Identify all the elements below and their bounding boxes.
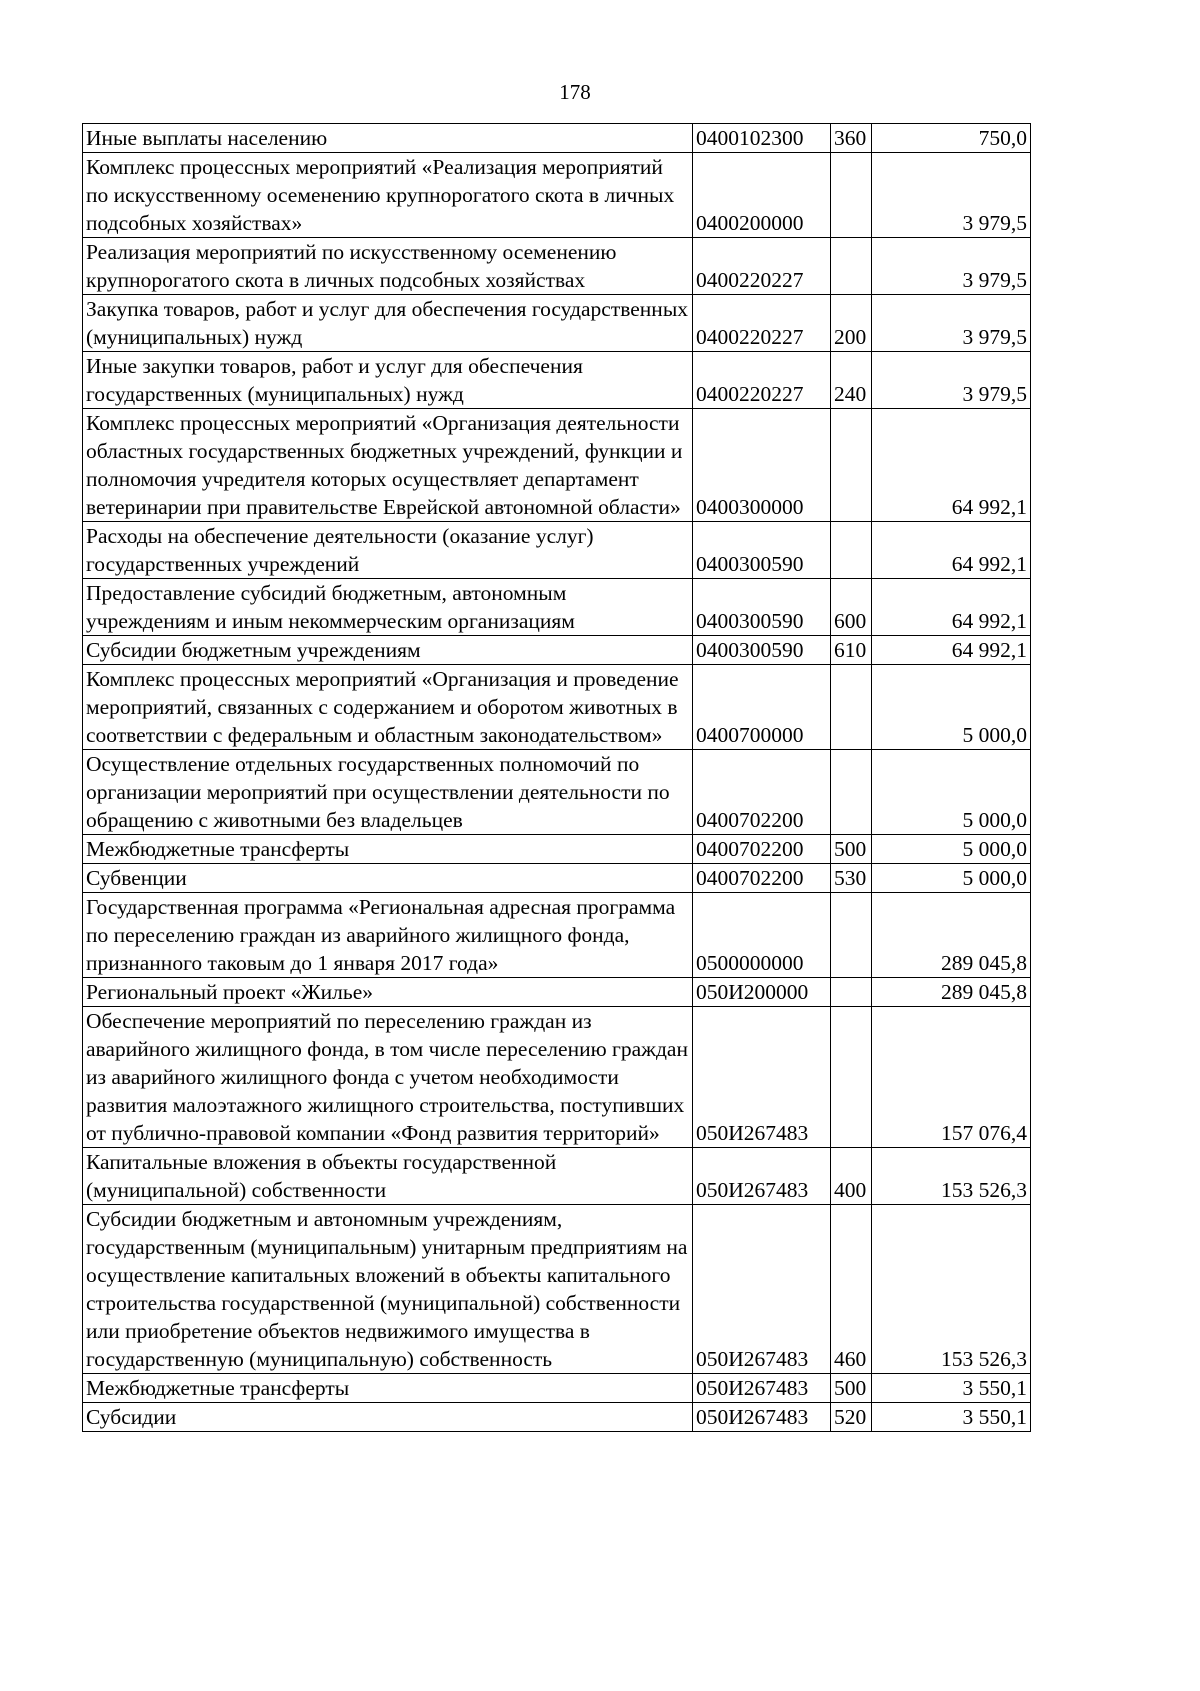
row-target-code: 0400702200 xyxy=(693,864,831,893)
row-amount: 5 000,0 xyxy=(872,864,1031,893)
row-amount: 289 045,8 xyxy=(872,978,1031,1007)
row-description: Комплекс процессных мероприятий «Организация деятельности областных государственных бюджетных учреждений, функции и полномочия учредителя которых осуществляет департамент ветеринарии при правительстве Еврейской автономной области» xyxy=(83,409,693,522)
row-amount: 289 045,8 xyxy=(872,893,1031,978)
row-amount: 3 979,5 xyxy=(872,153,1031,238)
table-row xyxy=(83,665,1031,750)
budget-table-body xyxy=(83,124,1031,1432)
row-description: Субвенции xyxy=(83,864,693,893)
row-amount: 153 526,3 xyxy=(872,1205,1031,1374)
row-expense-type: 500 xyxy=(831,835,872,864)
row-amount: 153 526,3 xyxy=(872,1148,1031,1205)
row-description: Закупка товаров, работ и услуг для обеспечения государственных (муниципальных) нужд xyxy=(83,295,693,352)
row-target-code: 050И267483 xyxy=(693,1403,831,1432)
table-row xyxy=(83,864,1031,893)
row-description: Капитальные вложения в объекты государственной (муниципальной) собственности xyxy=(83,1148,693,1205)
row-target-code: 050И267483 xyxy=(693,1007,831,1148)
row-amount: 3 550,1 xyxy=(872,1374,1031,1403)
row-target-code: 0400300590 xyxy=(693,636,831,665)
table-row xyxy=(83,522,1031,579)
row-description: Государственная программа «Региональная адресная программа по переселению граждан из аварийного жилищного фонда, признанного таковым до 1 января 2017 года» xyxy=(83,893,693,978)
row-amount: 157 076,4 xyxy=(872,1007,1031,1148)
table-row xyxy=(83,835,1031,864)
row-amount: 3 979,5 xyxy=(872,352,1031,409)
table-row xyxy=(83,978,1031,1007)
row-target-code: 0400200000 xyxy=(693,153,831,238)
table-row xyxy=(83,238,1031,295)
row-target-code: 0400300000 xyxy=(693,409,831,522)
row-expense-type: 360 xyxy=(831,124,872,153)
table-row xyxy=(83,750,1031,835)
row-description: Комплекс процессных мероприятий «Реализация мероприятий по искусственному осеменению крупнорогатого скота в личных подсобных хозяйствах» xyxy=(83,153,693,238)
row-description: Предоставление субсидий бюджетным, автономным учреждениям и иным некоммерческим организациям xyxy=(83,579,693,636)
row-expense-type xyxy=(831,978,872,1007)
row-amount: 64 992,1 xyxy=(872,636,1031,665)
row-target-code: 0400220227 xyxy=(693,295,831,352)
row-expense-type xyxy=(831,1007,872,1148)
table-row xyxy=(83,1007,1031,1148)
row-expense-type xyxy=(831,409,872,522)
row-amount: 3 979,5 xyxy=(872,295,1031,352)
row-amount: 64 992,1 xyxy=(872,579,1031,636)
row-target-code: 0400300590 xyxy=(693,522,831,579)
budget-table xyxy=(82,123,1031,1432)
row-expense-type xyxy=(831,665,872,750)
row-expense-type: 500 xyxy=(831,1374,872,1403)
row-description: Субсидии xyxy=(83,1403,693,1432)
row-description: Осуществление отдельных государственных полномочий по организации мероприятий при осуществлении деятельности по обращению с животными без владельцев xyxy=(83,750,693,835)
row-target-code: 0500000000 xyxy=(693,893,831,978)
row-description: Комплекс процессных мероприятий «Организация и проведение мероприятий, связанных с содержанием и оборотом животных в соответствии с федеральным и областным законодательством» xyxy=(83,665,693,750)
row-expense-type xyxy=(831,893,872,978)
table-row xyxy=(83,1205,1031,1374)
row-expense-type: 520 xyxy=(831,1403,872,1432)
row-amount: 5 000,0 xyxy=(872,835,1031,864)
row-expense-type: 240 xyxy=(831,352,872,409)
row-amount: 64 992,1 xyxy=(872,522,1031,579)
table-row xyxy=(83,124,1031,153)
row-target-code: 0400702200 xyxy=(693,750,831,835)
page-number: 178 xyxy=(559,80,591,104)
row-amount: 64 992,1 xyxy=(872,409,1031,522)
row-target-code: 0400700000 xyxy=(693,665,831,750)
table-row xyxy=(83,352,1031,409)
row-expense-type xyxy=(831,153,872,238)
row-description: Реализация мероприятий по искусственному осеменению крупнорогатого скота в личных подсобных хозяйствах xyxy=(83,238,693,295)
table-row xyxy=(83,153,1031,238)
table-row xyxy=(83,1374,1031,1403)
row-expense-type xyxy=(831,238,872,295)
table-row xyxy=(83,1148,1031,1205)
row-amount: 3 979,5 xyxy=(872,238,1031,295)
row-expense-type: 530 xyxy=(831,864,872,893)
row-description: Межбюджетные трансферты xyxy=(83,1374,693,1403)
table-row xyxy=(83,893,1031,978)
table-row xyxy=(83,636,1031,665)
table-row xyxy=(83,295,1031,352)
row-target-code: 0400300590 xyxy=(693,579,831,636)
row-target-code: 050И200000 xyxy=(693,978,831,1007)
row-expense-type: 600 xyxy=(831,579,872,636)
row-description: Межбюджетные трансферты xyxy=(83,835,693,864)
row-target-code: 0400220227 xyxy=(693,238,831,295)
row-amount: 5 000,0 xyxy=(872,750,1031,835)
row-target-code: 0400220227 xyxy=(693,352,831,409)
row-amount: 5 000,0 xyxy=(872,665,1031,750)
row-amount: 3 550,1 xyxy=(872,1403,1031,1432)
row-expense-type: 400 xyxy=(831,1148,872,1205)
row-target-code: 0400102300 xyxy=(693,124,831,153)
row-target-code: 050И267483 xyxy=(693,1205,831,1374)
row-target-code: 050И267483 xyxy=(693,1148,831,1205)
row-description: Обеспечение мероприятий по переселению граждан из аварийного жилищного фонда, в том числе переселению граждан из аварийного жилищного фонда с учетом необходимости развития малоэтажного жилищного строительства, поступивших от публично-правовой компании «Фонд развития территорий» xyxy=(83,1007,693,1148)
row-expense-type: 460 xyxy=(831,1205,872,1374)
row-description: Региональный проект «Жилье» xyxy=(83,978,693,1007)
row-description: Расходы на обеспечение деятельности (оказание услуг) государственных учреждений xyxy=(83,522,693,579)
table-row xyxy=(83,579,1031,636)
row-description: Иные выплаты населению xyxy=(83,124,693,153)
row-expense-type: 610 xyxy=(831,636,872,665)
row-description: Субсидии бюджетным учреждениям xyxy=(83,636,693,665)
row-expense-type: 200 xyxy=(831,295,872,352)
table-row xyxy=(83,409,1031,522)
row-target-code: 0400702200 xyxy=(693,835,831,864)
row-amount: 750,0 xyxy=(872,124,1031,153)
row-expense-type xyxy=(831,522,872,579)
row-description: Субсидии бюджетным и автономным учреждениям, государственным (муниципальным) унитарным предприятиям на осуществление капитальных вложений в объекты капитального строительства государственной (муниципальной) собственности или приобретение объектов недвижимого имущества в государственную (муниципальную) собственность xyxy=(83,1205,693,1374)
table-row xyxy=(83,1403,1031,1432)
row-description: Иные закупки товаров, работ и услуг для обеспечения государственных (муниципальных) нужд xyxy=(83,352,693,409)
row-expense-type xyxy=(831,750,872,835)
row-target-code: 050И267483 xyxy=(693,1374,831,1403)
